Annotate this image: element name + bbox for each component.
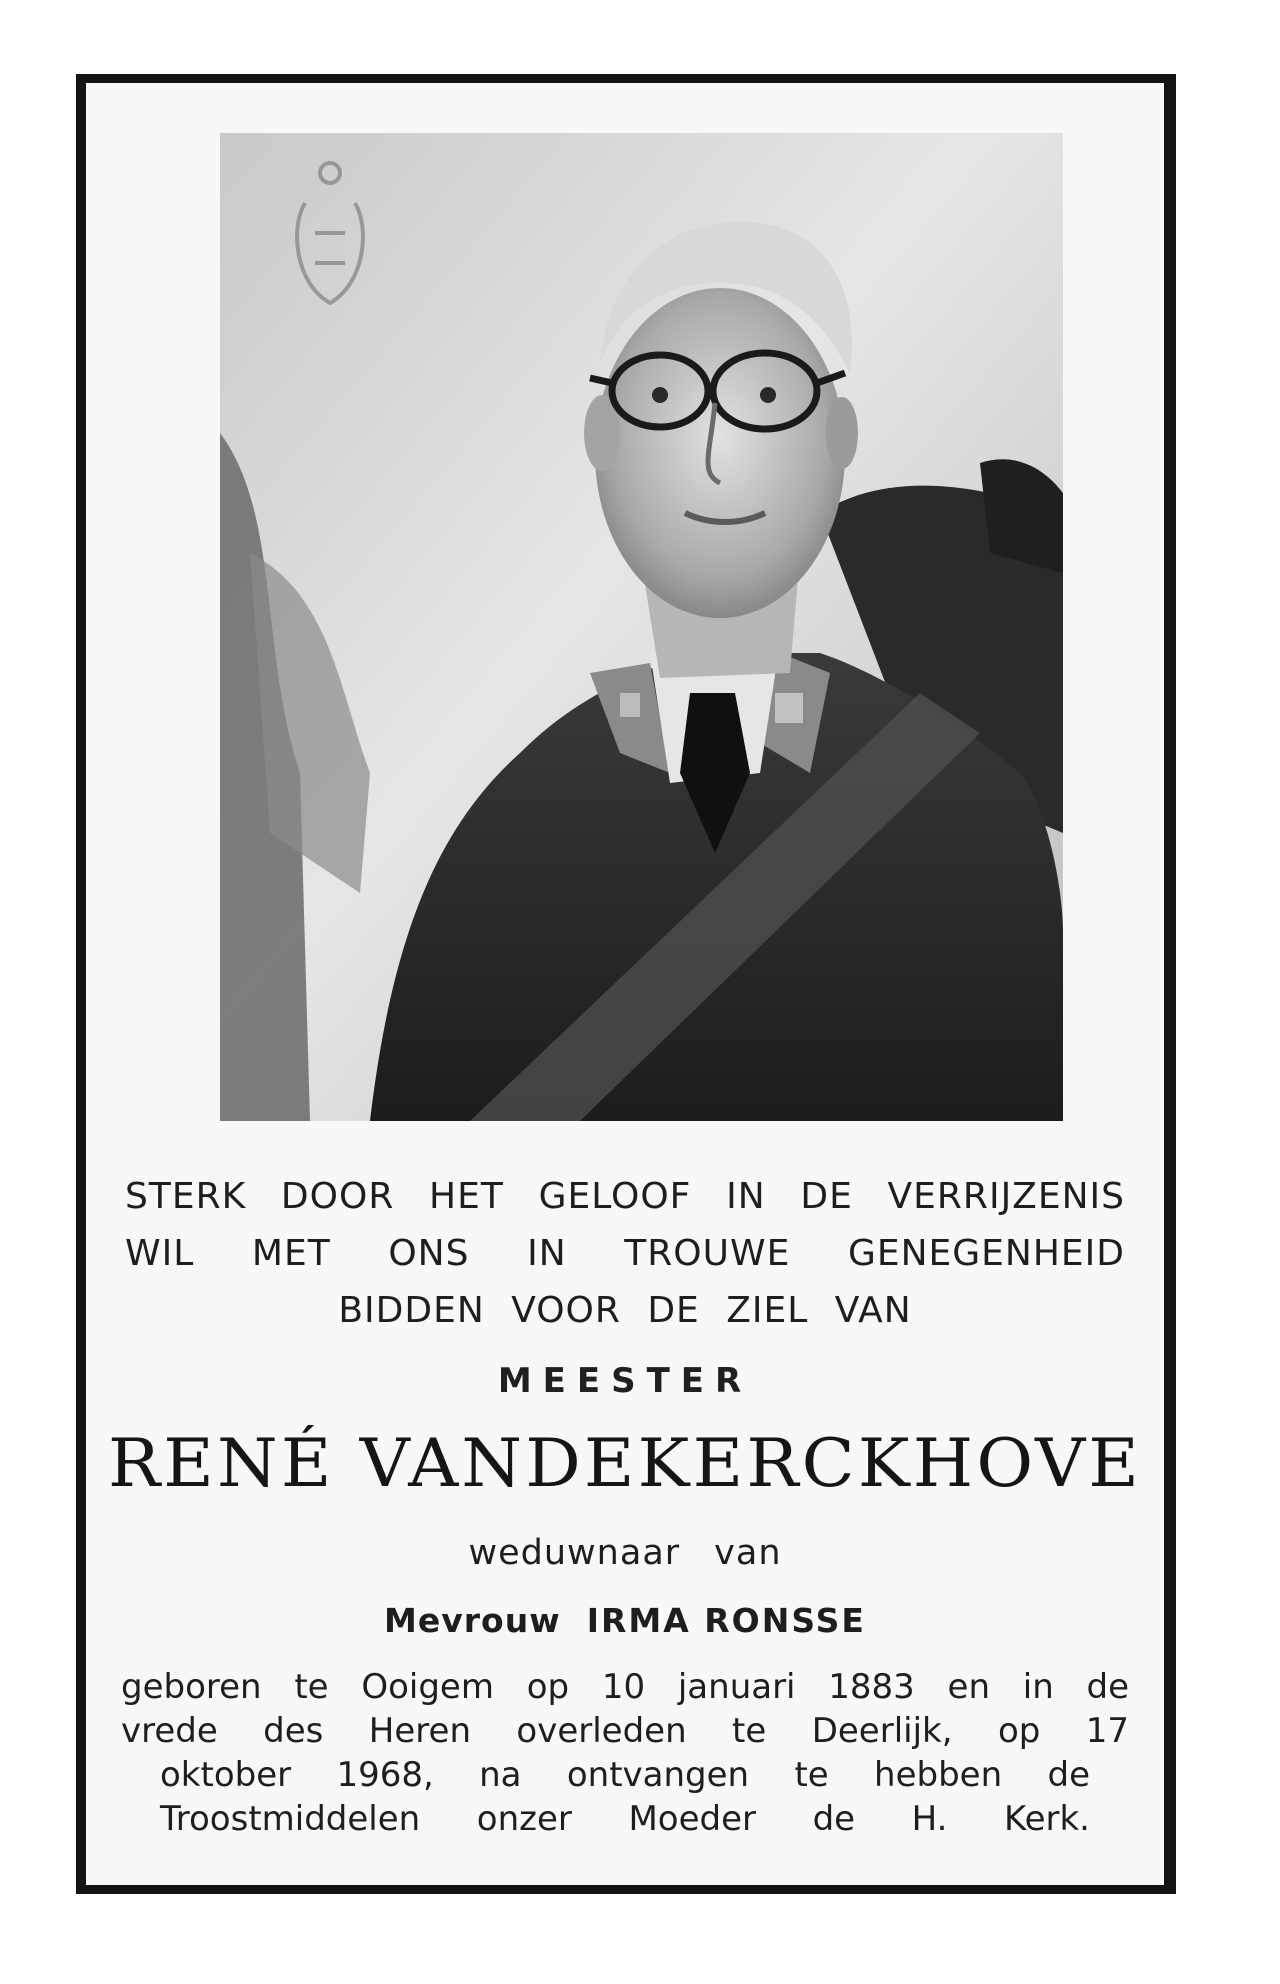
portrait-image xyxy=(220,133,1063,1121)
spouse-line xyxy=(86,1601,1164,1640)
opening-line-1 xyxy=(125,1168,1125,1225)
bio-line-1 xyxy=(121,1665,1129,1709)
widower-line xyxy=(86,1533,1164,1573)
bio-line-3 xyxy=(160,1753,1090,1797)
honorific-title: MEESTER xyxy=(497,1361,753,1401)
widower-of: van xyxy=(714,1533,782,1573)
portrait-photo xyxy=(220,133,1063,1121)
bio-line-2-text: vrede des Heren overleden te Deerlijk, op 17 xyxy=(121,1711,1129,1751)
bio-line-2 xyxy=(121,1709,1129,1753)
opening-line-2-text: WIL MET ONS IN TROUWE GENEGENHEID xyxy=(125,1233,1125,1274)
opening-line-3-text: BIDDEN VOOR DE ZIEL VAN xyxy=(338,1290,912,1331)
deceased-name: RENÉ VANDEKERCKHOVE xyxy=(107,1425,1143,1502)
spouse-name: IRMA RONSSE xyxy=(586,1601,866,1640)
opening-text xyxy=(86,1168,1164,1339)
opening-line-1-text: STERK DOOR HET GELOOF IN DE VERRIJZENIS xyxy=(125,1176,1125,1217)
bio-line-1-text: geboren te Ooigem op 10 januari 1883 en in de xyxy=(121,1667,1129,1707)
spouse-title: Mevrouw xyxy=(384,1601,561,1640)
bio-line-3-text: oktober 1968, na ontvangen te hebben de xyxy=(160,1755,1090,1795)
opening-line-2 xyxy=(125,1225,1125,1282)
bio-line-4-text: Troostmiddelen onzer Moeder de H. Kerk. xyxy=(160,1799,1090,1839)
widower-word: weduwnaar xyxy=(468,1533,681,1573)
opening-line-3 xyxy=(86,1282,1164,1339)
memorial-card xyxy=(76,74,1176,1894)
biography-text xyxy=(86,1665,1164,1841)
bio-line-4 xyxy=(160,1797,1090,1841)
